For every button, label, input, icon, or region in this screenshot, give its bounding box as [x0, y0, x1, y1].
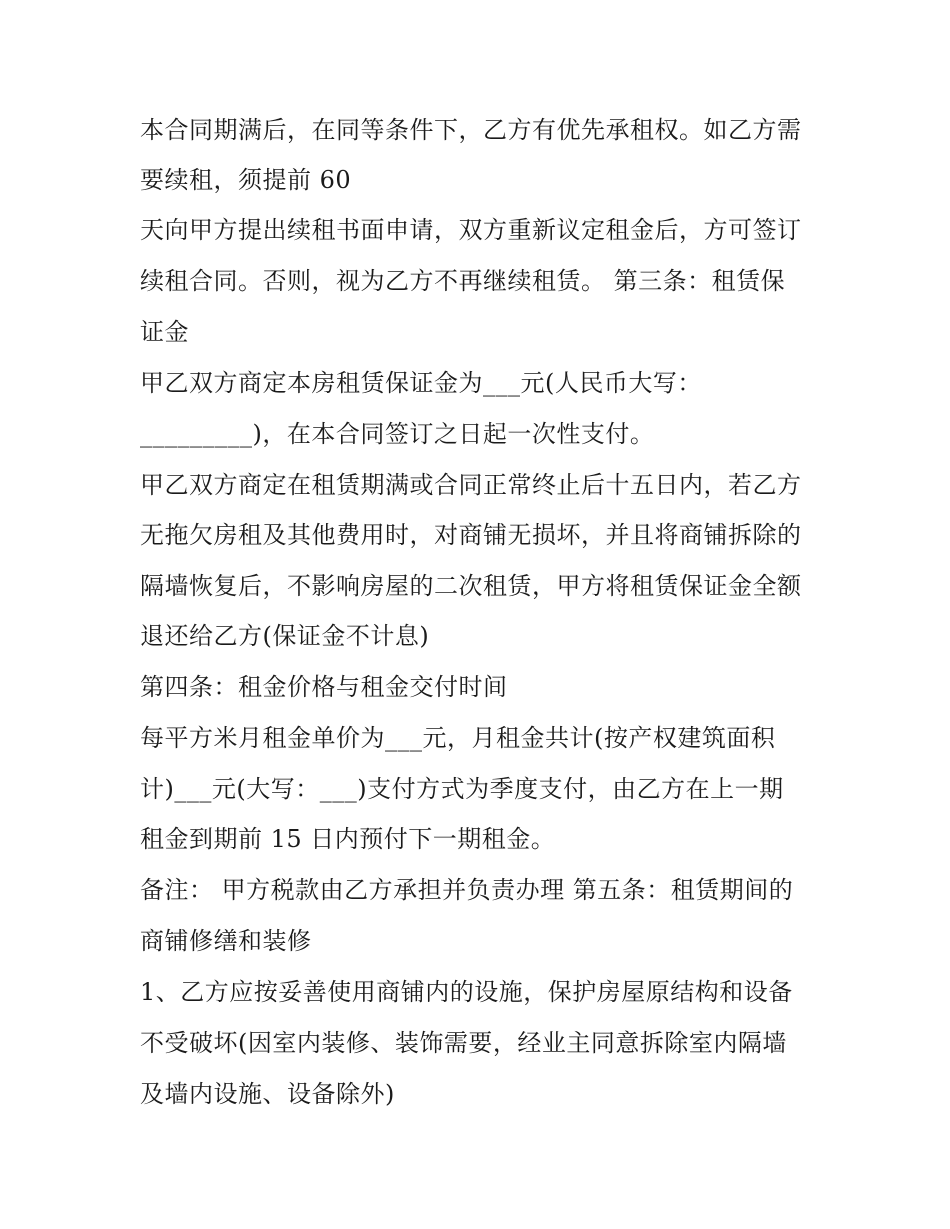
- text-line: 备注： 甲方税款由乙方承担并负责办理 第五条：租赁期间的: [140, 876, 794, 904]
- text-line: 1、乙方应按妥善使用商铺内的设施，保护房屋原结构和设备: [140, 978, 793, 1006]
- text-line: 要续租，须提前 60: [140, 166, 352, 194]
- text-line: 商铺修缮和装修: [140, 927, 312, 955]
- text-line: 计)___元(大写：___)支付方式为季度支付，由乙方在上一期: [140, 775, 784, 803]
- text-line: 甲乙双方商定本房租赁保证金为___元(人民币大写：: [140, 369, 702, 397]
- text-line: 租金到期前 15 日内预付下一期租金。: [140, 825, 556, 853]
- text-line: 续租合同。否则，视为乙方不再继续租赁。 第三条：租赁保: [140, 267, 786, 295]
- text-line: 每平方米月租金单价为___元，月租金共计(按产权建筑面积: [140, 724, 776, 752]
- text-line: 无拖欠房租及其他费用时，对商铺无损坏，并且将商铺拆除的: [140, 521, 802, 549]
- section-heading: 第四条：租金价格与租金交付时间: [140, 673, 508, 701]
- text-line: 隔墙恢复后，不影响房屋的二次租赁，甲方将租赁保证金全额: [140, 572, 802, 600]
- text-line: _________)，在本合同签订之日起一次性支付。: [140, 420, 655, 448]
- text-line: 本合同期满后，在同等条件下，乙方有优先承租权。如乙方需: [140, 116, 802, 144]
- text-line: 不受破坏(因室内装修、装饰需要，经业主同意拆除室内隔墙: [140, 1029, 787, 1057]
- text-line: 甲乙双方商定在租赁期满或合同正常终止后十五日内，若乙方: [140, 471, 802, 499]
- text-line: 证金: [140, 318, 189, 346]
- text-line: 退还给乙方(保证金不计息): [140, 622, 430, 650]
- text-line: 及墙内设施、设备除外): [140, 1080, 395, 1108]
- text-line: 天向甲方提出续租书面申请，双方重新议定租金后，方可签订: [140, 216, 802, 244]
